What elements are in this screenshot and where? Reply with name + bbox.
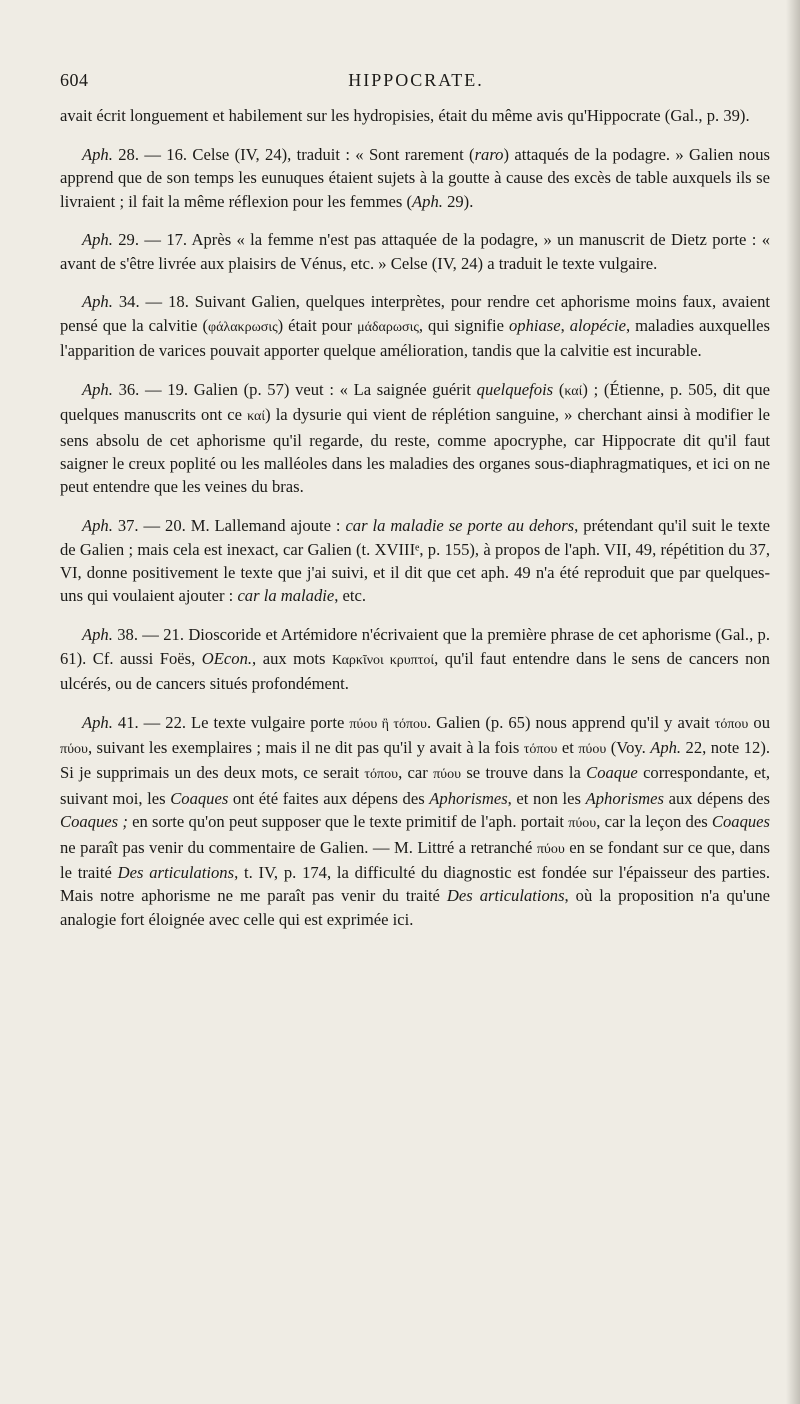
text-run: 28. — 16. Celse (IV, 24), traduit : « Sont rarement ( bbox=[112, 144, 475, 164]
text-run: , car bbox=[398, 763, 434, 783]
text-run: en se fondant sur ce que, dans le traité bbox=[60, 837, 771, 883]
greek-text: πύου bbox=[60, 742, 88, 758]
running-title: HIPPOCRATE. bbox=[348, 70, 484, 90]
text-run: avait écrit longuement et habilement sur les hydropisies, était du même avis qu'Hippocrate (Gal., p. 39). bbox=[60, 106, 750, 125]
page-number: 604 bbox=[60, 70, 89, 90]
greek-text: μάδαρωσις bbox=[357, 319, 419, 335]
italic-text: Aphorismes bbox=[429, 788, 508, 808]
italic-text: Aph. bbox=[82, 230, 113, 250]
text-run: , aux mots bbox=[252, 648, 332, 668]
text-run: , bbox=[560, 315, 570, 335]
text-run: 36. — 19. Galien (p. 57) veut : « La saignée guérit bbox=[112, 379, 477, 399]
italic-text: Aphorismes bbox=[585, 788, 664, 808]
text-run: 41. — 22. Le texte vulgaire porte bbox=[112, 712, 350, 732]
greek-text: καί bbox=[564, 383, 583, 399]
text-run: , prétendant qu'il suit le texte de Galien ; mais cela est inexact, car Galien (t. XVIIIᵉ, p. 155), à propos de l'aph. VII, 49, répétition du 37, VI, donne positivement le texte que j'ai suivi, et il dit que cet aph. 49 n'a été reproduit que par quelques-uns qui voulaient ajouter : bbox=[60, 516, 770, 606]
italic-text: car la maladie bbox=[237, 586, 335, 606]
text-run: , et non les bbox=[507, 788, 586, 808]
text-run: , car la leçon des bbox=[596, 812, 712, 832]
italic-text: Aph. bbox=[412, 191, 443, 211]
note-aph-38 bbox=[60, 623, 770, 695]
italic-text: Aph. bbox=[82, 516, 113, 536]
greek-text: φάλακρωσις bbox=[207, 319, 278, 335]
greek-text: τόπου bbox=[523, 742, 558, 758]
text-run: se trouve dans la bbox=[461, 763, 587, 783]
italic-text: Aph. bbox=[82, 292, 113, 312]
italic-text: OEcon. bbox=[201, 648, 253, 668]
text-run: ont été faites aux dépens des bbox=[228, 788, 430, 808]
italic-text: Des articulations bbox=[446, 886, 565, 906]
greek-text: τόπου bbox=[364, 767, 399, 783]
text-run: , suivant les exemplaires ; mais il ne dit pas qu'il y avait à la fois bbox=[87, 738, 524, 758]
greek-text: πύου bbox=[568, 816, 597, 832]
note-aph-37 bbox=[60, 514, 770, 608]
text-run: et bbox=[557, 738, 579, 758]
italic-text: Coaques bbox=[170, 788, 229, 808]
text-run: correspondante, et, suivant moi, les bbox=[60, 763, 771, 808]
note-aph-36 bbox=[60, 378, 770, 499]
paragraph-continuation bbox=[60, 104, 770, 127]
running-head bbox=[60, 70, 772, 96]
italic-text: ophiase bbox=[508, 315, 561, 335]
text-run: . Galien (p. 65) nous apprend qu'il y avait bbox=[426, 712, 715, 732]
body-text bbox=[60, 104, 770, 947]
greek-text: πύου ἢ τόπου bbox=[349, 716, 427, 732]
text-run: ( bbox=[553, 379, 565, 399]
italic-text: raro bbox=[474, 144, 504, 164]
italic-text: Aph. bbox=[82, 625, 113, 645]
text-run: ou bbox=[748, 712, 770, 732]
page-edge-shadow bbox=[786, 0, 800, 1404]
text-run: , t. IV, p. 174, la difficulté du diagnostic est fondée sur l'épaisseur des parties. Mais notre aphorisme ne me paraît pas venir du traité bbox=[60, 863, 770, 906]
italic-text: Aph. bbox=[650, 738, 682, 758]
text-run: (Voy. bbox=[606, 738, 651, 758]
note-aph-29 bbox=[60, 228, 770, 275]
note-aph-28 bbox=[60, 143, 770, 213]
text-run: ) attaqués de la podagre. » Galien nous apprend que de son temps les eunuques étaient sujets à la goutte à cause des excès de table auxquels ils se livraient ; il fait la même réflexion pour les femmes ( bbox=[60, 144, 770, 211]
text-run: , qu'il faut entendre dans le sens de cancers non ulcérés, ou de cancers situés profondément. bbox=[60, 648, 770, 693]
greek-text: πύου bbox=[536, 841, 565, 857]
text-run: aux dépens des bbox=[663, 788, 770, 808]
italic-text: Coaques ; bbox=[60, 812, 128, 832]
greek-text: Καρκῖνοι κρυπτοί bbox=[331, 652, 435, 668]
italic-text: Aph. bbox=[82, 712, 113, 732]
italic-text: Coaque bbox=[586, 763, 638, 783]
italic-text: Aph. bbox=[82, 379, 113, 399]
greek-text: καί bbox=[247, 409, 266, 425]
text-run: 37. — 20. M. Lallemand ajoute : bbox=[112, 516, 346, 536]
italic-text: alopécie bbox=[569, 315, 626, 335]
text-run: ) la dysurie qui vient de réplétion sanguine, » cherchant ainsi à modifier le sens absolu de cet aphorisme qu'il regarde, du reste, comme apocryphe, car Hippocrate dit qu'il faut saigner le creux poplité ou les malléoles dans les maladies des organes sous-diaphragmatiques, et ici on ne peut entendre que les veines du bras. bbox=[60, 405, 770, 497]
text-run: , où la proposition n'a qu'une analogie fort éloignée avec celle qui est exprimée ici. bbox=[60, 886, 771, 929]
note-aph-41 bbox=[60, 711, 770, 932]
note-aph-34 bbox=[60, 290, 770, 362]
text-run: , maladies auxquelles l'apparition de varices pouvait apporter quelque amélioration, tandis que la calvitie est incurable. bbox=[60, 315, 770, 361]
text-run: 29. — 17. Après « la femme n'est pas attaquée de la podagre, » un manuscrit de Dietz porte : « avant de s'être livrée aux plaisirs de Vénus, etc. » Celse (IV, 24) a traduit le texte vulgaire. bbox=[60, 230, 770, 273]
text-run: 34. — 18. Suivant Galien, quelques interprètes, pour rendre cet aphorisme moins faux, avaient pensé que la calvitie ( bbox=[60, 292, 770, 335]
italic-text: quelquefois bbox=[476, 379, 554, 399]
text-run: 38. — 21. Dioscoride et Artémidore n'écrivaient que la première phrase de cet aphorisme (Gal., p. 61). Cf. aussi Foës, bbox=[60, 625, 770, 668]
text-run: , etc. bbox=[334, 586, 367, 606]
italic-text: Coaques bbox=[711, 812, 770, 832]
greek-text: πύου bbox=[433, 767, 462, 783]
greek-text: πύου bbox=[578, 742, 607, 758]
text-run: ) était pour bbox=[277, 315, 358, 335]
text-run: , qui signifie bbox=[418, 315, 509, 335]
italic-text: Aph. bbox=[82, 144, 113, 164]
text-run: 22, note 12). Si je supprimais un des deux mots, ce serait bbox=[60, 738, 770, 783]
text-run: ne paraît pas venir du commentaire de Galien. — M. Littré a retranché bbox=[60, 837, 537, 857]
italic-text: car la maladie se porte au dehors bbox=[345, 516, 575, 536]
greek-text: τόπου bbox=[714, 716, 749, 732]
text-run: ) ; (Étienne, p. 505, dit que quelques manuscrits ont ce bbox=[60, 379, 770, 425]
text-run: en sorte qu'on peut supposer que le texte primitif de l'aph. portait bbox=[127, 812, 569, 832]
text-run: 29). bbox=[442, 191, 474, 211]
italic-text: Des articulations bbox=[117, 863, 235, 883]
